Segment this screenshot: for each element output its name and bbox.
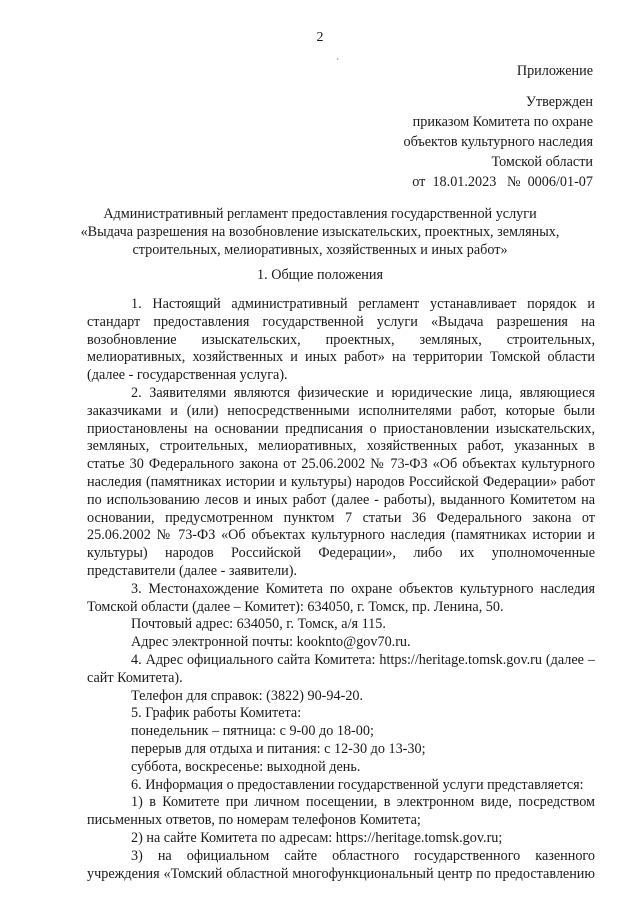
paragraph: 6. Информация о предоставлении государственной услуги представляется:: [131, 776, 584, 793]
approval-line: объектов культурного наследия: [403, 134, 593, 150]
title-line: «Выдача разрешения на возобновление изыскательских, проектных, земляных,: [80, 224, 560, 240]
page-number: 2: [316, 30, 324, 45]
scan-mark: ˋ: [336, 58, 340, 69]
approval-date-number: от 18.01.2023 № 0006/01-07: [412, 174, 593, 190]
paragraph: 2. Заявителями являются физические и юридические лица, являющиеся заказчиками и (или) непосредственными исполнителями работ, которые были приостановлены на основании предписания о приостановлении изыскательских, земляных, строительных, мелиоративных, хозяйственных работ, указанных в статье 30 Федерального закона от 25.06.2002 № 73-ФЗ «Об объектах культурного наследия (памятниках истории и культуры) народов Российской Федерации» работ по использованию лесов и иных работ (далее - работы), выданного Комитетом на основании, предусмотренном пунктом 7 статьи 36 Федерального закона от 25.06.2002 № 73-ФЗ «Об объектах культурного наследия (памятниках истории и культуры) народов Российской Федерации», либо их уполномоченные представители (далее - заявители).: [87, 384, 595, 579]
paragraph: 3. Местонахождение Комитета по охране объектов культурного наследия Томской области (далее – Комитет): 634050, г. Томск, пр. Ленина, 50.: [87, 580, 595, 615]
paragraph: 1) в Комитете при личном посещении, в электронном виде, посредством письменных ответов, по номерам телефонов Комитета;: [87, 794, 595, 829]
paragraph: Адрес электронной почты: kooknto@gov70.ru.: [131, 634, 411, 651]
document-title: [60, 205, 580, 259]
approval-line: приказом Комитета по охране: [412, 114, 593, 130]
approval-line: Утвержден: [525, 94, 593, 110]
paragraph: суббота, воскресенье: выходной день.: [131, 758, 361, 775]
approval-line: Томской области: [491, 154, 593, 170]
paragraph: понедельник – пятница: с 9-00 до 18-00;: [131, 723, 374, 740]
paragraph: Почтовый адрес: 634050, г. Томск, а/я 115.: [131, 616, 386, 633]
paragraph: 2) на сайте Комитета по адресам: https://heritage.tomsk.gov.ru;: [131, 829, 503, 846]
document-body: [87, 296, 595, 883]
approval-block: [403, 92, 593, 192]
paragraph: 3) на официальном сайте областного государственного казенного учреждения «Томский областной многофункциональный центр по предоставлению: [87, 847, 595, 882]
paragraph: 4. Адрес официального сайта Комитета: https://heritage.tomsk.gov.ru (далее – сайт Комитета).: [87, 651, 595, 686]
title-line: Административный регламент предоставления государственной услуги: [103, 206, 537, 222]
section-heading: 1. Общие положения: [257, 267, 383, 283]
paragraph: 5. График работы Комитета:: [131, 705, 302, 722]
title-line: строительных, мелиоративных, хозяйственных и иных работ»: [132, 242, 508, 258]
appendix-label: Приложение: [516, 63, 593, 79]
paragraph: Телефон для справок: (3822) 90-94-20.: [131, 687, 364, 704]
paragraph: 1. Настоящий административный регламент устанавливает порядок и стандарт предоставления государственной услуги «Выдача разрешения на возобновление изыскательских, проектных, земляных, строительных, мелиоративных, хозяйственных и иных работ» на территории Томской области (далее - государственная услуга).: [87, 296, 595, 384]
paragraph: перерыв для отдыха и питания: с 12-30 до 13-30;: [131, 740, 426, 757]
